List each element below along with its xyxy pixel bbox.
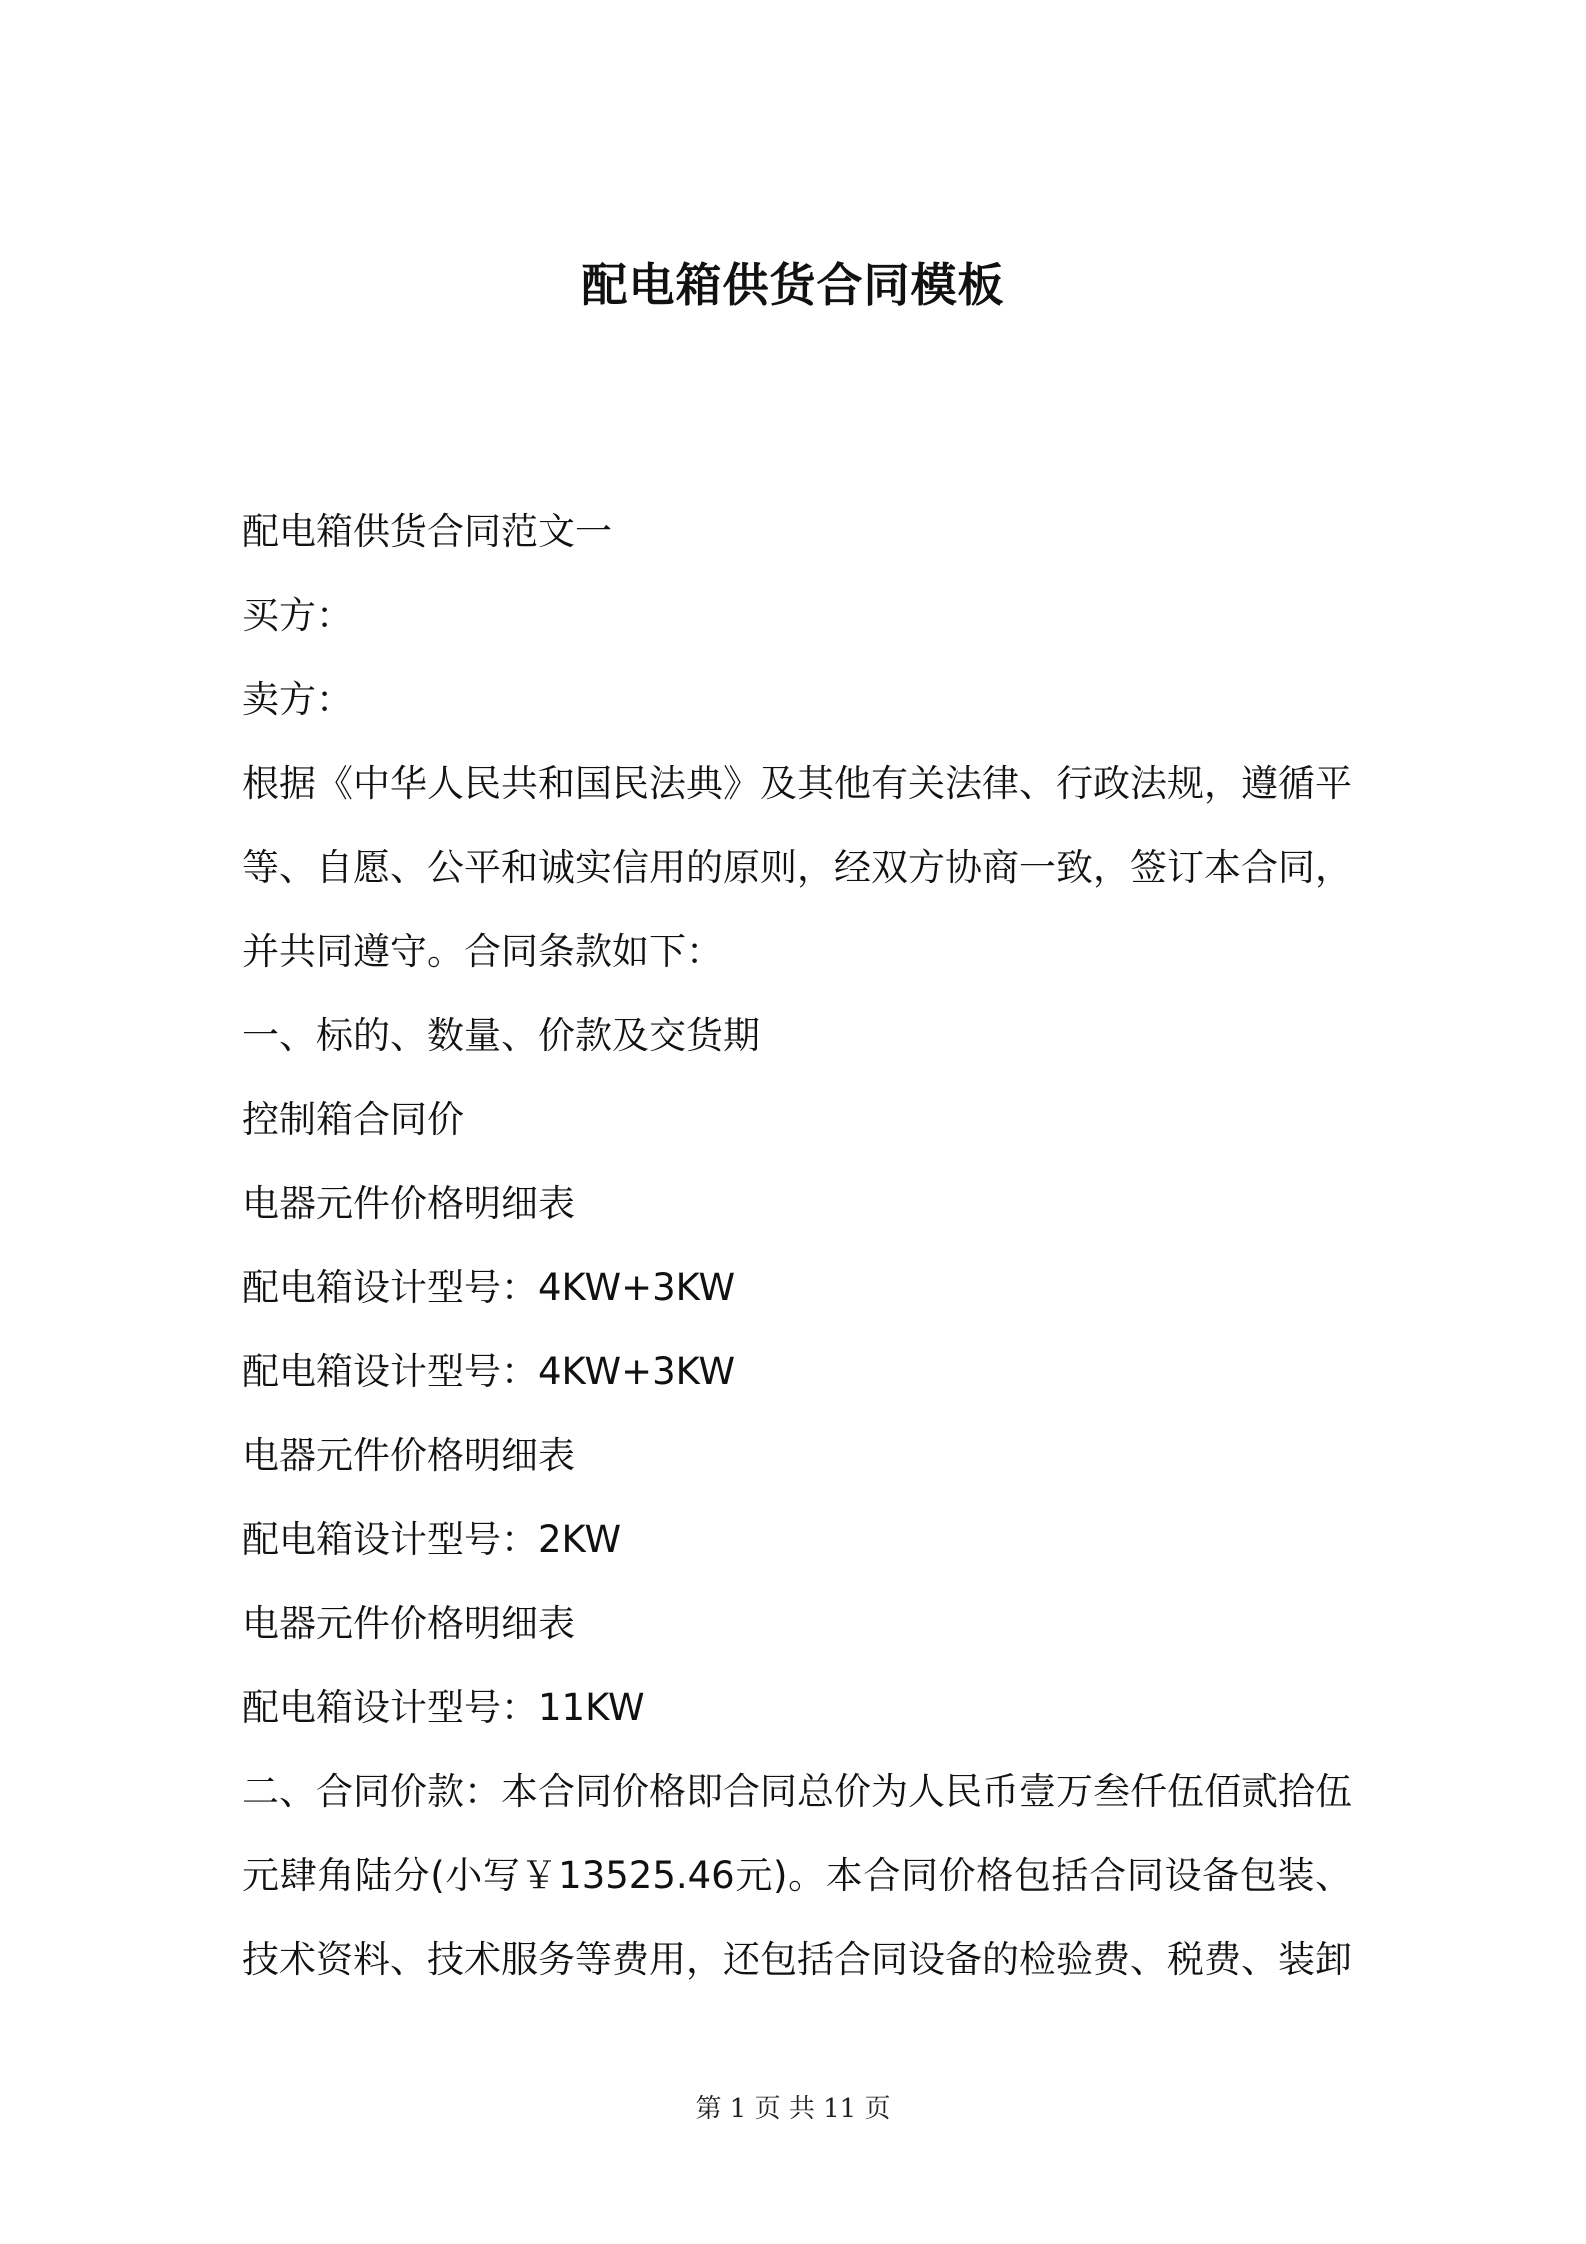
model-line: 配电箱设计型号：4KW+3KW xyxy=(242,1350,736,1393)
document-body xyxy=(242,490,1352,2002)
seller-label: 卖方： xyxy=(242,678,353,721)
preamble-paragraph: 根据《中华人民共和国民法典》及其他有关法律、行政法规，遵循平等、自愿、公平和诚实信用的原则，经双方协商一致，签订本合同，并共同遵守。合同条款如下： xyxy=(242,762,1352,973)
clause-two-paragraph: 二、合同价款：本合同价格即合同总价为人民币壹万叁仟伍佰贰拾伍元肆角陆分(小写￥13525.46元)。本合同价格包括合同设备包装、技术资料、技术服务等费用，还包括合同设备的检验费、税费、装卸 xyxy=(242,1770,1352,1981)
clause-one-heading: 一、标的、数量、价款及交货期 xyxy=(242,1014,760,1057)
control-box-price-line: 控制箱合同价 xyxy=(242,1098,464,1141)
model-line: 配电箱设计型号：4KW+3KW xyxy=(242,1266,736,1309)
component-price-table-label: 电器元件价格明细表 xyxy=(242,1434,575,1477)
section-heading-sample-one: 配电箱供货合同范文一 xyxy=(242,510,612,553)
model-line: 配电箱设计型号：11KW xyxy=(242,1686,645,1729)
model-line: 配电箱设计型号：2KW xyxy=(242,1518,622,1561)
page-number-footer: 第 1 页 共 11 页 xyxy=(695,2094,891,2124)
component-price-table-label: 电器元件价格明细表 xyxy=(242,1182,575,1225)
document-title: 配电箱供货合同模板 xyxy=(581,258,1005,312)
buyer-label: 买方： xyxy=(242,594,353,637)
component-price-table-label: 电器元件价格明细表 xyxy=(242,1602,575,1645)
